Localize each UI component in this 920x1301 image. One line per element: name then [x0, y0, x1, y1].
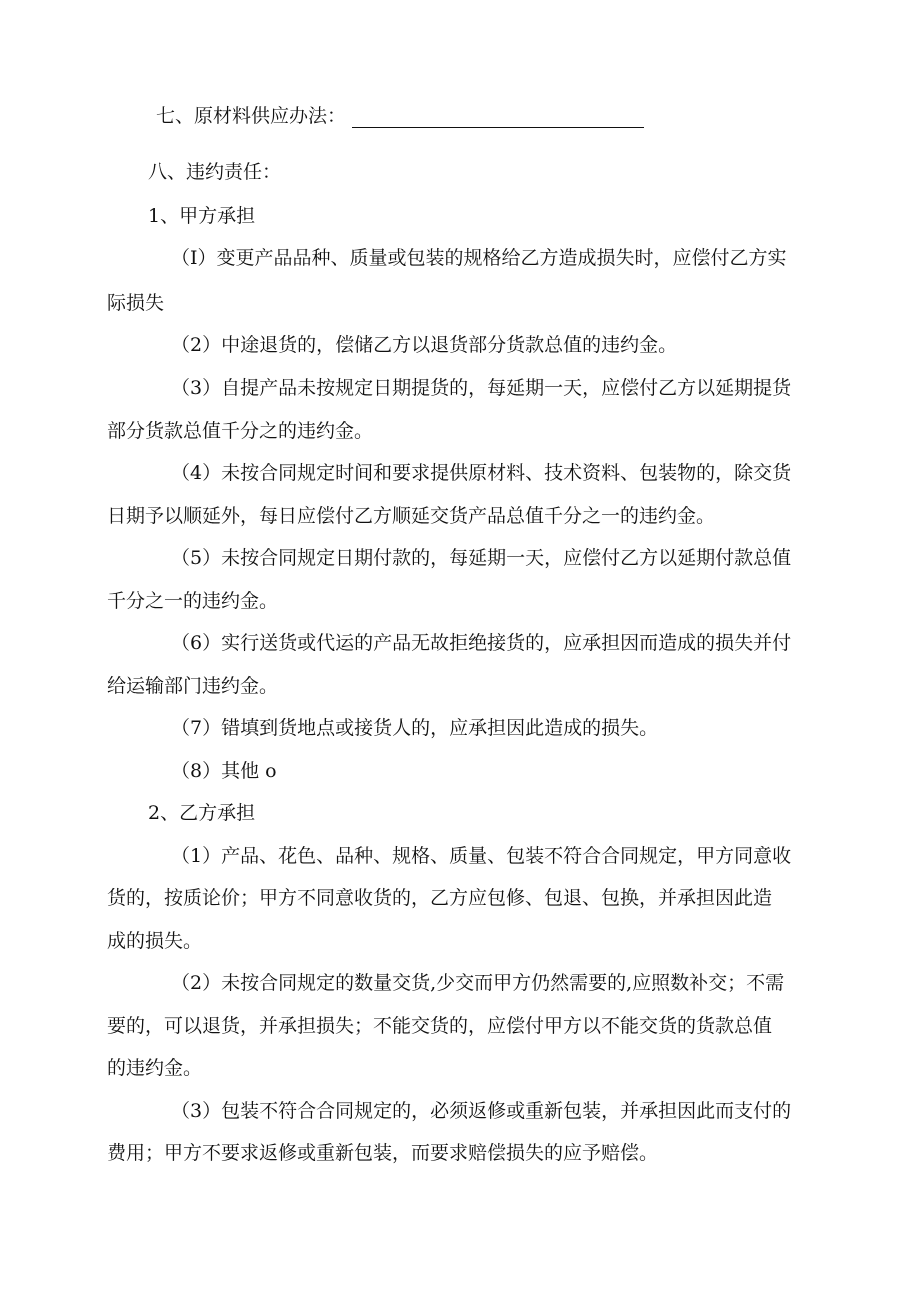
party-b-title: 2、乙方承担: [148, 802, 256, 824]
party-a-item-2-line-1: （2）中途退货的，偿储乙方以退货部分货款总值的违约金。: [171, 334, 678, 356]
party-b-item-3-line-1: （3）包装不符合合同规定的，必须返修或重新包装，并承担因此而支付的: [171, 1100, 792, 1122]
party-b-item-1-line-2: 货的，按质论价；甲方不同意收货的，乙方应包修、包退、包换，并承担因此造: [107, 887, 773, 909]
section-7-heading: 七、原材料供应办法：: [156, 105, 347, 127]
party-a-item-3-line-1: （3）自提产品未按规定日期提货的，每延期一天，应偿付乙方以延期提货: [171, 377, 792, 399]
party-a-item-1-line-2: 际损失: [107, 292, 165, 314]
section-8-heading: 八、违约责任：: [148, 161, 282, 183]
supply-method-blank: [352, 105, 644, 128]
party-a-item-6-line-2: 给运输部门违约金。: [107, 675, 279, 697]
party-b-item-3-line-2: 费用；甲方不要求返修或重新包装，而要求赔偿损失的应予赔偿。: [107, 1142, 659, 1164]
party-a-item-4-line-2: 日期予以顺延外，每日应偿付乙方顺延交货产品总值千分之一的违约金。: [107, 505, 716, 527]
party-b-item-2-line-1: （2）未按合同规定的数量交货,少交而甲方仍然需要的,应照数补交；不需: [171, 972, 785, 994]
party-a-title: 1、甲方承担: [148, 205, 256, 227]
party-a-item-8-line-1: （8）其他 o: [171, 760, 277, 782]
party-b-item-1-line-1: （1）产品、花色、品种、规格、质量、包装不符合合同规定，甲方同意收: [171, 845, 792, 867]
party-a-item-7-line-1: （7）错填到货地点或接货人的，应承担因此造成的损失。: [171, 717, 659, 739]
party-b-item-2-line-2: 要的，可以退货，并承担损失；不能交货的，应偿付甲方以不能交货的货款总值: [107, 1015, 773, 1037]
party-a-item-6-line-1: （6）实行送货或代运的产品无故拒绝接货的，应承担因而造成的损失并付: [171, 632, 792, 654]
party-a-item-3-line-2: 部分货款总值千分之的违约金。: [107, 420, 374, 442]
section-7-heading-line: [156, 104, 644, 128]
party-a-item-4-line-1: （4）未按合同规定时间和要求提供原材料、技术资料、包装物的，除交货: [171, 462, 792, 484]
party-b-item-2-line-3: 的违约金。: [107, 1057, 203, 1079]
party-a-item-5-line-2: 千分之一的违约金。: [107, 590, 279, 612]
party-b-item-1-line-3: 成的损失。: [107, 930, 203, 952]
party-a-item-5-line-1: （5）未按合同规定日期付款的，每延期一天，应偿付乙方以延期付款总值: [171, 547, 792, 569]
party-a-item-1-line-1: （I）变更产品品种、质量或包装的规格给乙方造成损失时，应偿付乙方实: [171, 247, 787, 269]
